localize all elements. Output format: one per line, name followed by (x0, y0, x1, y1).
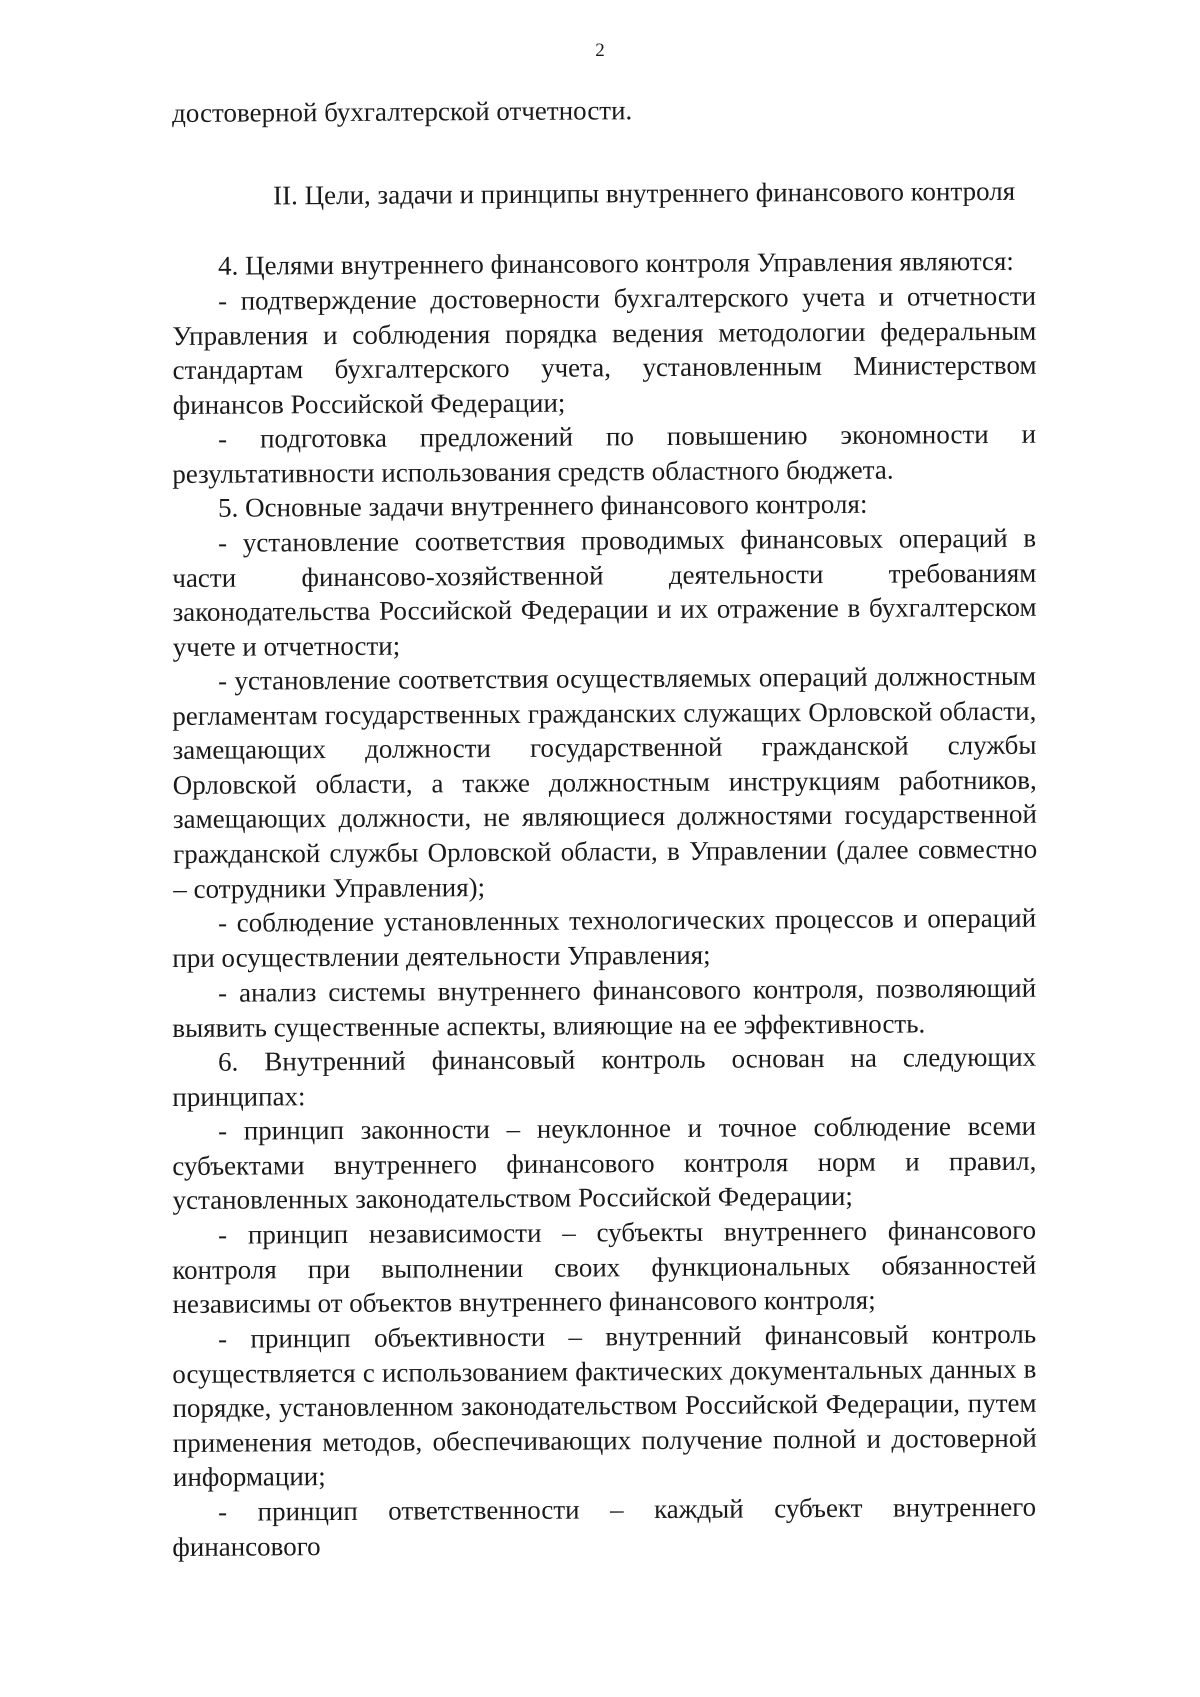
list-item: - принцип законности – неуклонное и точное соблюдение всеми субъектами внутреннего финансового контроля норм и правил, установленных законодательством Российской Федерации; (172, 1110, 1037, 1216)
list-item: - соблюдение установленных технологических процессов и операций при осуществлении деятельности Управления; (172, 903, 1037, 974)
paragraph-6-principles: 6. Внутренний финансовый контроль основан на следующих принципах: (172, 1041, 1037, 1112)
paragraph-5-tasks: 5. Основные задачи внутреннего финансового контроля: (218, 489, 868, 524)
paragraph-continuation: достоверной бухгалтерской отчетности. (172, 95, 633, 128)
section-heading: II. Цели, задачи и принципы внутреннего финансового контроля (273, 175, 1016, 210)
list-item: - принцип ответственности – каждый субъект внутреннего финансового (172, 1491, 1037, 1562)
document-body (172, 96, 1036, 1564)
list-item: - установление соответствия осуществляемых операций должностным регламентам государственных гражданских служащих Орловской области, замещающих должности государственной гражданской службы Орловской области, а также должностным инструкциям работников, замещающих должности, не являющиеся должностями государственной гражданской службы Орловской области, в Управлении (далее совместно – сотрудники Управления); (172, 661, 1038, 904)
list-item: - подготовка предложений по повышению экономности и результативности использования средств областного бюджета. (172, 418, 1037, 489)
list-item: - анализ системы внутреннего финансового контроля, позволяющий выявить существенные аспекты, влияющие на ее эффективность. (172, 972, 1037, 1043)
page-number: 2 (595, 40, 605, 61)
list-item: - установление соответствия проводимых финансовых операций в части финансово-хозяйственной деятельности требованиям законодательства Российской Федерации и их отражение в бухгалтерском учете и отчетности; (172, 522, 1037, 662)
list-item: - принцип независимости – субъекты внутреннего финансового контроля при выполнении своих функциональных обязанностей независимы от объектов внутреннего финансового контроля; (172, 1214, 1037, 1319)
paragraph-4-goals: 4. Целями внутреннего финансового контроля Управления являются: (218, 246, 1014, 281)
list-item: - подтверждение достоверности бухгалтерского учета и отчетности Управления и соблюдения порядка ведения методологии федеральным стандартам бухгалтерского учета, установленным Министерством финансов Российской Федерации; (172, 280, 1037, 420)
list-item: - принцип объективности – внутренний финансовый контроль осуществляется с использованием фактических документальных данных в порядке, установленном законодательством Российской Федерации, путем применения методов, обеспечивающих получение полной и достоверной информации; (172, 1318, 1037, 1492)
